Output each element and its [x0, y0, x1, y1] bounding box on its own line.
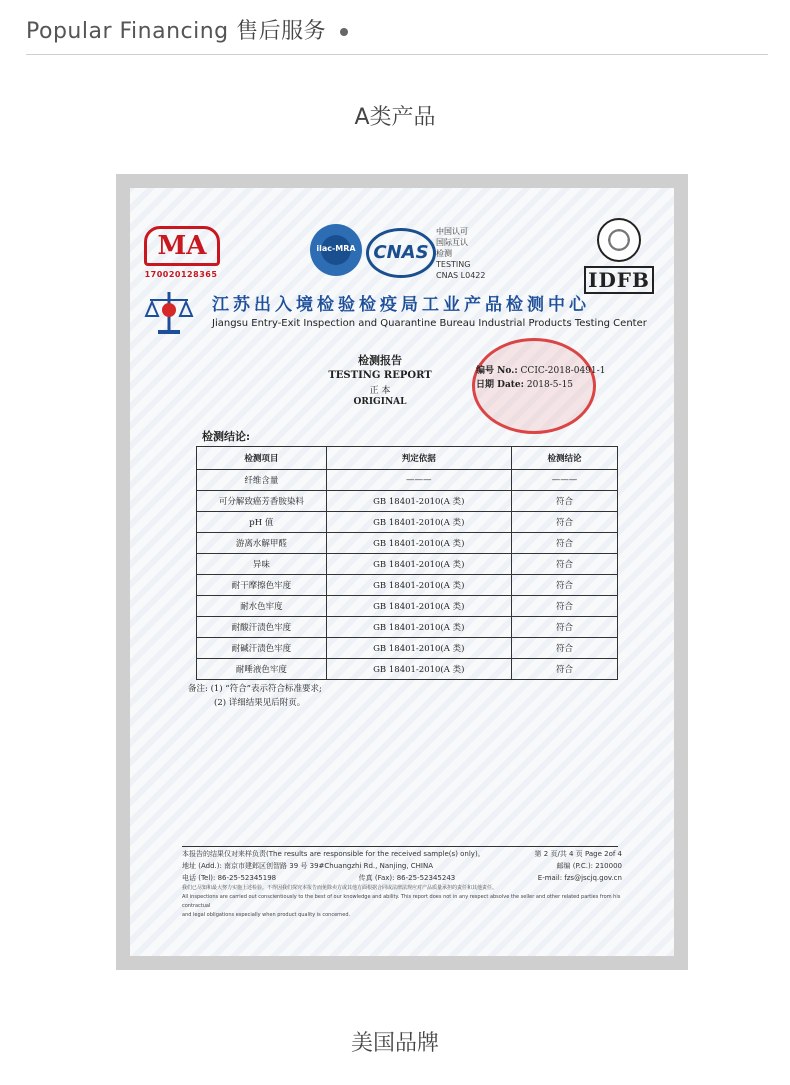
table-cell: 符合: [511, 596, 617, 617]
header-divider: [26, 54, 768, 55]
footer-fine-print-en: All inspections are carried out conscientiously to the best of our knowledge and ability. This report does not in any respect absolve the seller and other related parties from his contractual: [182, 894, 621, 909]
table-cell: GB 18401-2010(A 类): [326, 638, 511, 659]
table-cell: ———: [326, 470, 511, 491]
table-row: [197, 554, 618, 575]
certificate-paper: [130, 188, 674, 956]
table-cell: 耐酸汗渍色牢度: [197, 617, 327, 638]
copy-cn: 正 本: [369, 386, 391, 396]
page-indicator: 第 2 页/共 4 页 Page 2of 4: [534, 850, 622, 858]
footer-fax: 传真 (Fax): 86-25-52345243: [358, 874, 456, 882]
ilac-label: ilac-MRA: [316, 244, 356, 253]
idfb-logo: [584, 218, 654, 294]
column-header: 判定依据: [326, 447, 511, 470]
table-cell: 可分解致癌芳香胺染料: [197, 491, 327, 512]
report-no: CCIC-2018-0491-1: [520, 366, 606, 376]
table-cell: 异味: [197, 554, 327, 575]
section-title-a-class: A类产品: [354, 105, 436, 130]
footer-fine-print-cn: 我们已尽知和最大努力实施上述检验。不得因我们探究本报告而免除卖方或其他方面根据合同或法律法规应对产品质量承担的责任和其他责任。: [182, 885, 498, 891]
table-cell: 耐碱汗渍色牢度: [197, 638, 327, 659]
cnas-line: CNAS L0422: [436, 271, 486, 280]
header-title-en: Popular Financing: [26, 19, 229, 44]
footer-disclaimer: 本报告的结果仅对来样负责(The results are responsible for the received sample(s) only)。: [182, 850, 485, 858]
report-title-cn: 检测报告: [358, 354, 402, 367]
page-header: [26, 14, 348, 45]
footer-fine-print-en-2: and legal obligations especially when product quality is concerned.: [182, 912, 351, 918]
table-cell: 耐唾液色牢度: [197, 659, 327, 680]
cnas-logo: CNAS: [366, 228, 436, 278]
report-heading: [310, 352, 450, 407]
table-header-row: [197, 447, 618, 470]
report-meta: [476, 364, 605, 392]
table-row: [197, 638, 618, 659]
footer-postcode: 邮编 (P.C.): 210000: [556, 862, 622, 870]
table-row: [197, 659, 618, 680]
cnas-line: 中国认可: [436, 227, 468, 236]
lab-name-en: Jiangsu Entry-Exit Inspection and Quarantine Bureau Industrial Products Testing Center: [212, 318, 647, 329]
lab-name-cn: 江苏出入境检验检疫局工业产品检测中心: [212, 295, 590, 315]
table-cell: GB 18401-2010(A 类): [326, 533, 511, 554]
certificate-frame: [116, 174, 688, 970]
cma-mark: MA: [144, 226, 220, 266]
table-row: [197, 533, 618, 554]
table-row: [197, 470, 618, 491]
remarks: [188, 682, 322, 710]
cma-logo: [144, 226, 218, 279]
cnas-line: TESTING: [436, 260, 471, 269]
cnas-text: [436, 226, 485, 281]
footer-tel: 电话 (Tel): 86-25-52345198: [182, 874, 277, 882]
remark-line: (2) 详细结果见后附页。: [214, 698, 306, 708]
section-title-us-brand: 美国品牌: [350, 1031, 439, 1056]
table-row: [197, 575, 618, 596]
table-cell: GB 18401-2010(A 类): [326, 596, 511, 617]
table-cell: pH 值: [197, 512, 327, 533]
idfb-text: IDFB: [584, 266, 654, 294]
table-cell: GB 18401-2010(A 类): [326, 512, 511, 533]
table-cell: GB 18401-2010(A 类): [326, 491, 511, 512]
lab-emblem-icon: [142, 288, 196, 336]
header-dot: [340, 28, 348, 36]
report-no-label: 编号 No.:: [476, 366, 518, 376]
footer-divider: [182, 846, 618, 847]
table-cell: 符合: [511, 575, 617, 596]
table-cell: 耐水色牢度: [197, 596, 327, 617]
report-date: 2018-5-15: [526, 380, 574, 390]
footer-email: E-mail: fzs@jscjq.gov.cn: [537, 874, 622, 882]
cnas-line: 检测: [436, 249, 452, 258]
column-header: 检测结论: [511, 447, 617, 470]
ilac-mra-logo: [310, 224, 362, 276]
cnas-line: 国际互认: [436, 238, 468, 247]
report-title-en: TESTING REPORT: [328, 370, 432, 381]
table-cell: 符合: [511, 617, 617, 638]
table-cell: GB 18401-2010(A 类): [326, 617, 511, 638]
globe-icon: [597, 218, 641, 262]
table-row: [197, 512, 618, 533]
table-cell: GB 18401-2010(A 类): [326, 659, 511, 680]
table-cell: ———: [511, 470, 617, 491]
footer-address: 地址 (Add.): 南京市建邺区创智路 39 号 39#Chuangzhi Rd., Nanjing, CHINA: [182, 862, 434, 870]
table-cell: 游离水解甲醛: [197, 533, 327, 554]
table-cell: 符合: [511, 512, 617, 533]
column-header: 检测项目: [197, 447, 327, 470]
table-row: [197, 491, 618, 512]
table-row: [197, 617, 618, 638]
copy-en: ORIGINAL: [353, 397, 407, 407]
table-cell: 符合: [511, 638, 617, 659]
results-table: [196, 446, 618, 680]
table-cell: 纤维含量: [197, 470, 327, 491]
table-cell: 符合: [511, 554, 617, 575]
table-row: [197, 596, 618, 617]
date-label: 日期 Date:: [476, 380, 524, 390]
cma-number: 170020128365: [144, 270, 218, 279]
conclusion-label: 检测结论:: [202, 430, 251, 443]
certificate-footer: [182, 848, 622, 920]
table-cell: GB 18401-2010(A 类): [326, 575, 511, 596]
remark-line: 备注: (1) “符合”表示符合标准要求;: [188, 684, 322, 694]
table-cell: 符合: [511, 659, 617, 680]
header-title-cn: 售后服务: [236, 19, 327, 44]
table-cell: GB 18401-2010(A 类): [326, 554, 511, 575]
table-cell: 符合: [511, 533, 617, 554]
table-cell: 符合: [511, 491, 617, 512]
table-cell: 耐干摩擦色牢度: [197, 575, 327, 596]
